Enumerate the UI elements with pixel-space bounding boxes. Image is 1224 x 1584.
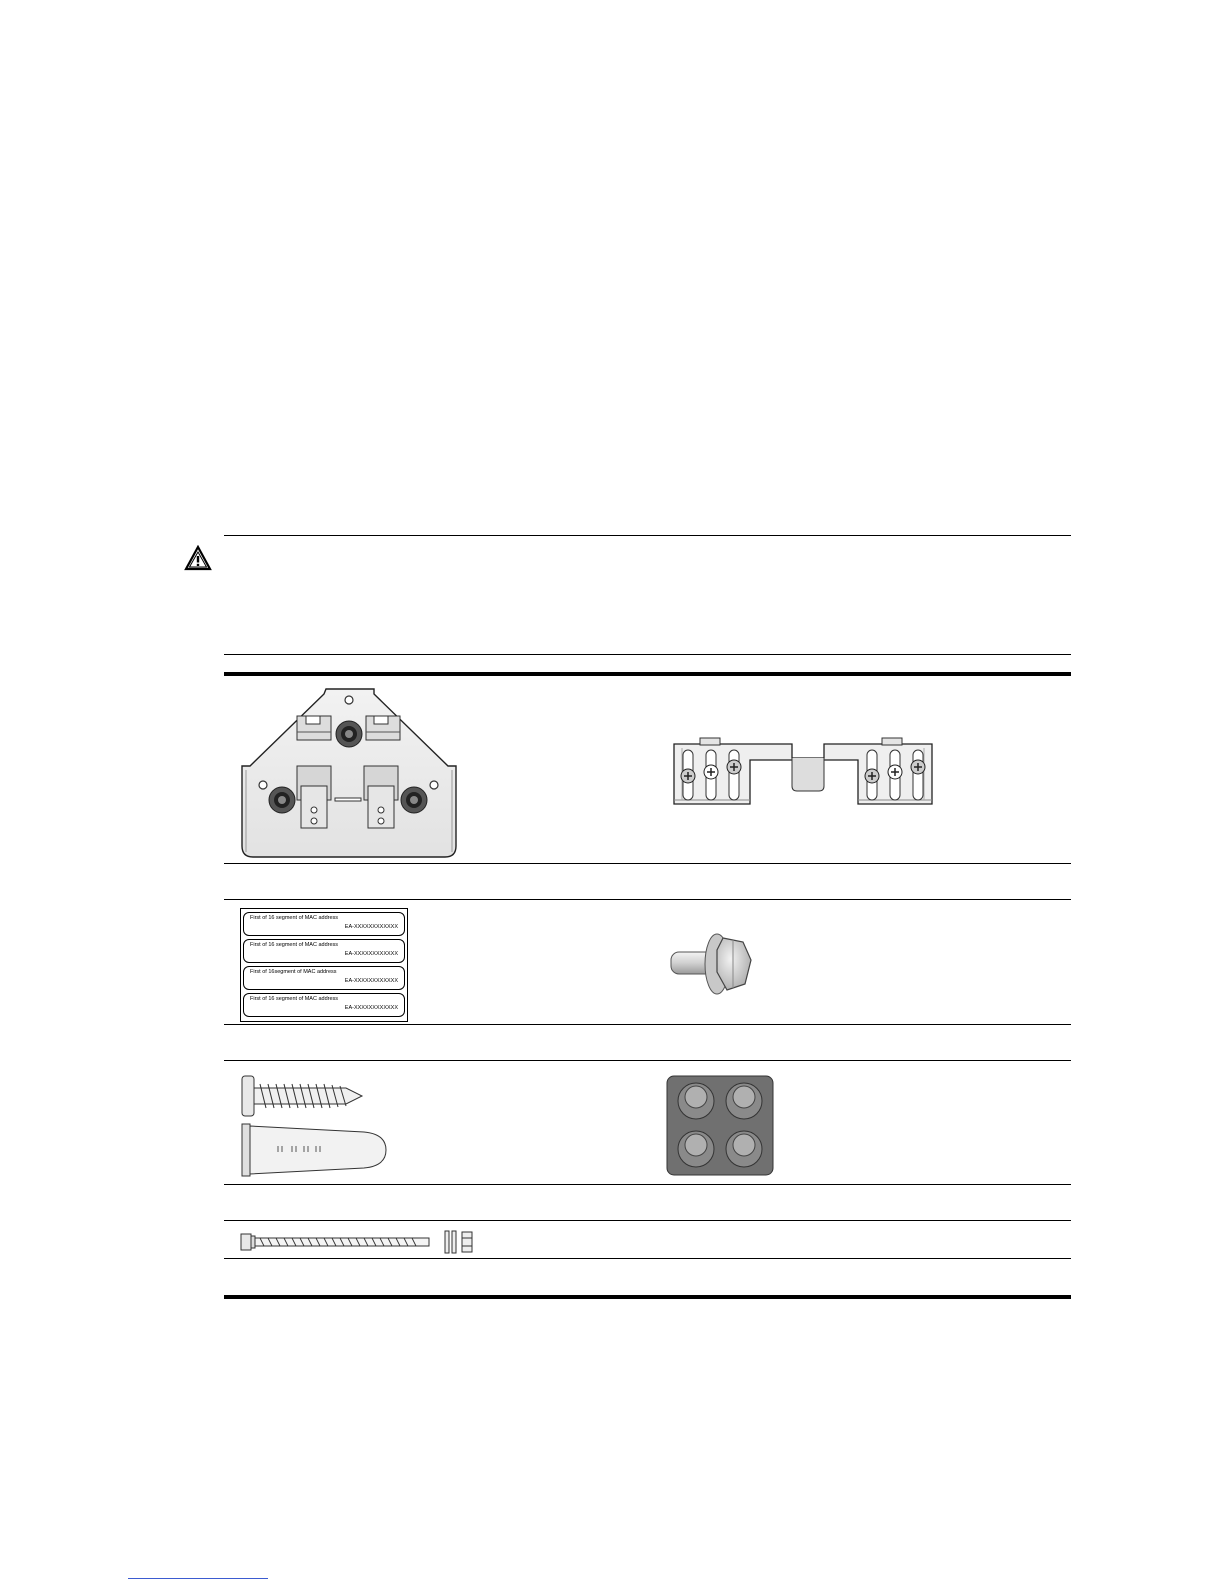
rail-bracket-image [670, 736, 940, 813]
rubber-feet-icon [666, 1075, 776, 1177]
mac-label-address: EA-XXXXXXXXXXXX [344, 951, 398, 957]
caution-bottom-rule [224, 654, 1071, 655]
footnote-rule [128, 1578, 268, 1579]
mac-label [243, 993, 405, 1017]
expansion-bolt-icon [240, 1229, 476, 1255]
row-divider [224, 1220, 1071, 1221]
mac-label-address: EA-XXXXXXXXXXXX [344, 1005, 398, 1011]
table-bottom-rule [224, 1295, 1071, 1299]
caution-top-rule [224, 535, 1071, 536]
mac-label-address: EA-XXXXXXXXXXXX [344, 924, 398, 930]
grounding-screw-image [665, 922, 761, 1007]
row-divider [224, 1024, 1071, 1025]
mounting-bracket-icon [238, 686, 460, 860]
table-top-rule [224, 672, 1071, 676]
mac-label-address: EA-XXXXXXXXXXXX [344, 978, 398, 984]
mac-label [243, 912, 405, 936]
row-divider [224, 899, 1071, 900]
rail-bracket-icon [670, 736, 940, 808]
caution-icon-wrap [184, 545, 212, 571]
expansion-bolt-image [240, 1229, 476, 1260]
mac-label [243, 939, 405, 963]
wall-anchor-kit-image [238, 1072, 398, 1183]
row-divider [224, 1184, 1071, 1185]
mac-label-title: First of 16 segment of MAC address [250, 942, 339, 948]
warning-triangle-icon [184, 545, 212, 571]
hex-screw-icon [665, 922, 761, 1002]
mac-label [243, 966, 405, 990]
row-divider [224, 1060, 1071, 1061]
mac-label-title: First of 16segment of MAC address [250, 969, 337, 975]
mac-label-title: First of 16 segment of MAC address [250, 915, 339, 921]
rubber-feet-image [666, 1075, 776, 1182]
mac-label-sheet [240, 908, 408, 1022]
screw-and-anchor-icon [238, 1072, 398, 1178]
mac-label-title: First of 16 segment of MAC address [250, 996, 339, 1002]
mounting-bracket-image [238, 686, 460, 865]
